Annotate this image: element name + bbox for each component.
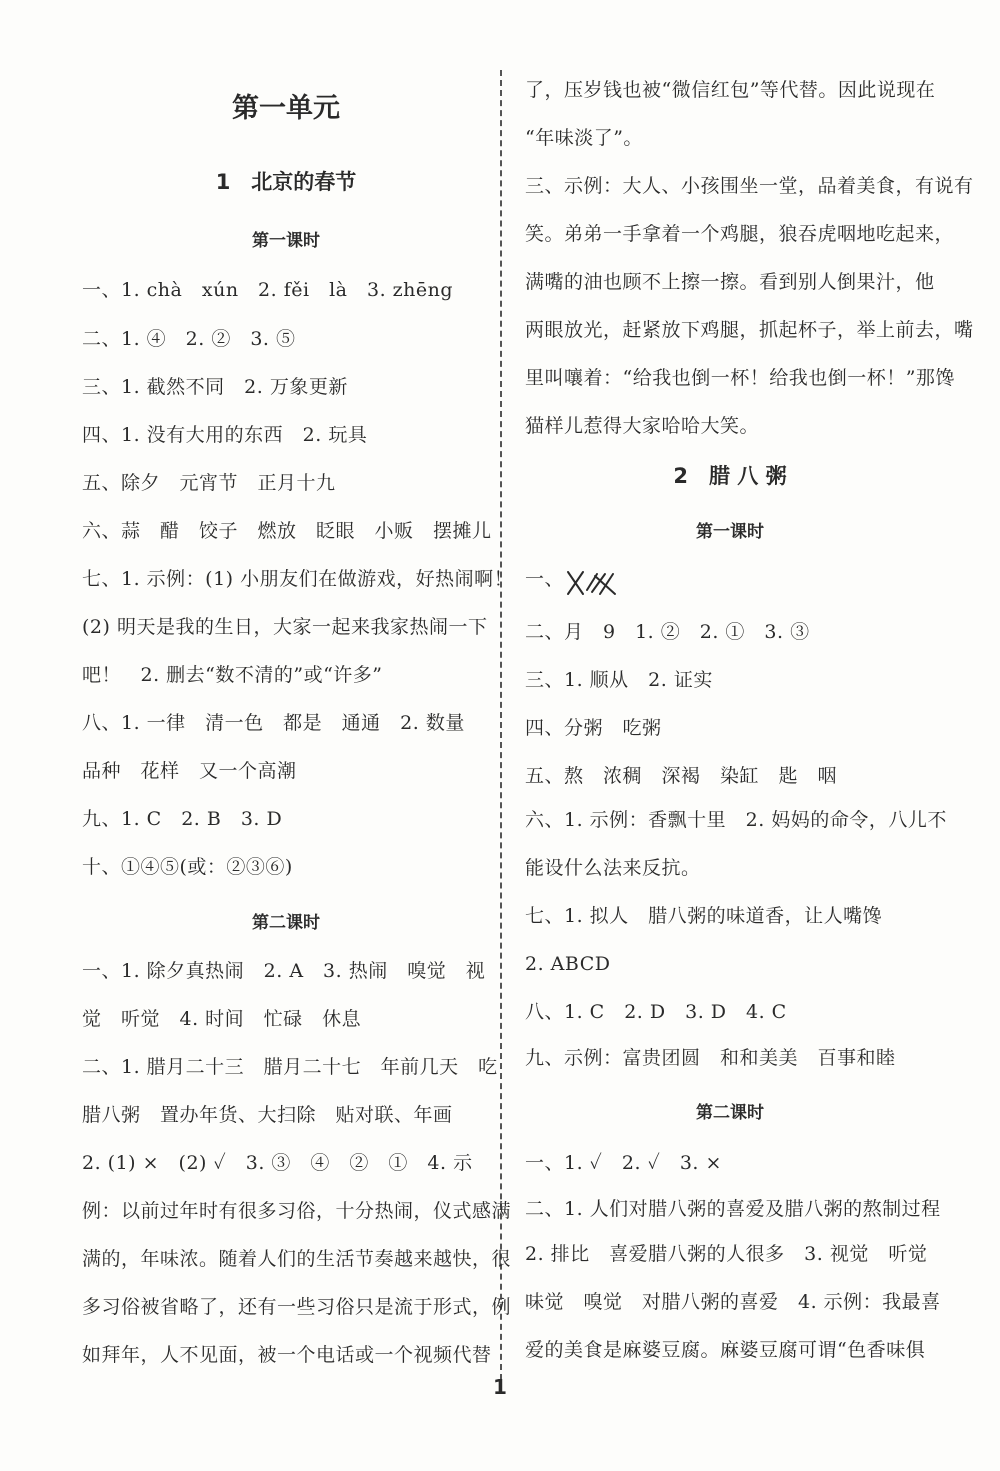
- answer-line: 四、1. 没有大用的东西 2. 玩具: [82, 424, 368, 446]
- answer-line: 八、1. C 2. D 3. D 4. C: [525, 1001, 787, 1023]
- answer-line: 2. (1) × (2) ✓ 3. ③ ④ ② ① 4. 示: [82, 1152, 473, 1174]
- answer-line: 二、1. 腊月二十三 腊月二十七 年前几天 吃: [82, 1056, 498, 1078]
- answer-line: 里叫嚷着：“给我也倒一杯！给我也倒一杯！”那馋: [525, 367, 955, 389]
- period-title-1-1: 第一课时: [252, 231, 320, 251]
- answer-line: 二、1. ④ 2. ② 3. ⑤: [82, 328, 296, 350]
- page-number: 1: [493, 1375, 507, 1399]
- answer-line: 四、分粥 吃粥: [525, 717, 662, 739]
- answer-line: 了，压岁钱也被“微信红包”等代替。因此说现在: [525, 79, 936, 101]
- period-title-2-2: 第二课时: [696, 1103, 764, 1123]
- answer-line: 一、1. chà xún 2. fěi là 3. zhēng: [82, 279, 454, 301]
- answer-line: 觉 听觉 4. 时间 忙碌 休息: [82, 1008, 362, 1030]
- answer-line: 七、1. 拟人 腊八粥的味道香，让人嘴馋: [525, 905, 883, 927]
- answer-line: 三、1. 截然不同 2. 万象更新: [82, 376, 348, 398]
- answer-line: 一、1. ✓ 2. ✓ 3. ×: [525, 1152, 722, 1174]
- answer-line: (2) 明天是我的生日，大家一起来我家热闹一下: [82, 616, 488, 638]
- answer-line: 三、示例：大人、小孩围坐一堂，品着美食，有说有: [525, 175, 974, 197]
- answer-line: 七、1. 示例：(1) 小朋友们在做游戏，好热闹啊！: [82, 568, 514, 590]
- answer-line: 二、月 9 1. ② 2. ① 3. ③: [525, 621, 810, 643]
- period-title-2-1: 第一课时: [696, 522, 764, 542]
- answer-line: 猫样儿惹得大家哈哈大笑。: [525, 415, 760, 437]
- answer-line: 能设什么法来反抗。: [525, 857, 701, 879]
- answer-line: “年味淡了”。: [525, 127, 643, 149]
- answer-line: 2. ABCD: [525, 953, 611, 975]
- answer-line: 六、蒜 醋 饺子 燃放 眨眼 小贩 摆摊儿: [82, 520, 492, 542]
- answer-line: 六、1. 示例：香飘十里 2. 妈妈的命令，八儿不: [525, 809, 947, 831]
- period-title-1-2: 第二课时: [252, 913, 320, 933]
- answer-line: 九、示例：富贵团圆 和和美美 百事和睦: [525, 1047, 896, 1069]
- answer-line: 笑。弟弟一手拿着一个鸡腿，狼吞虎咽地吃起来，: [525, 223, 955, 245]
- column-divider: [500, 70, 502, 1390]
- answer-line: 满的，年味浓。随着人们的生活节奏越来越快，很: [82, 1248, 512, 1270]
- answer-line: 爱的美食是麻婆豆腐。麻婆豆腐可谓“色香味俱: [525, 1339, 926, 1361]
- answer-line: 三、1. 顺从 2. 证实: [525, 669, 713, 691]
- lesson-title-1: 1 北京的春节: [215, 170, 357, 194]
- cross-marks-icon: [565, 566, 635, 598]
- answer-line: 满嘴的油也顾不上擦一擦。看到别人倒果汁，他: [525, 271, 935, 293]
- answer-prefix: 一、: [525, 568, 565, 590]
- answer-line: 2. 排比 喜爱腊八粥的人很多 3. 视觉 听觉: [525, 1243, 928, 1265]
- answer-line: 两眼放光，赶紧放下鸡腿，抓起杯子，举上前去，嘴: [525, 319, 974, 341]
- answer-line: 十、①④⑤(或：②③⑥): [82, 856, 293, 878]
- answer-line: 二、1. 人们对腊八粥的喜爱及腊八粥的熬制过程: [525, 1198, 941, 1220]
- answer-line: 八、1. 一律 清一色 都是 通通 2. 数量: [82, 712, 465, 734]
- answer-line: 五、除夕 元宵节 正月十九: [82, 472, 336, 494]
- answer-line: 味觉 嗅觉 对腊八粥的喜爱 4. 示例：我最喜: [525, 1291, 941, 1313]
- answer-line: 吧！ 2. 删去“数不清的”或“许多”: [82, 664, 383, 686]
- answer-line: 品种 花样 又一个高潮: [82, 760, 297, 782]
- answer-line: 例：以前过年时有很多习俗，十分热闹，仪式感满: [82, 1200, 512, 1222]
- answer-line: 腊八粥 置办年货、大扫除 贴对联、年画: [82, 1104, 453, 1126]
- answer-line: 如拜年，人不见面，被一个电话或一个视频代替: [82, 1344, 492, 1366]
- answer-line: 九、1. C 2. B 3. D: [82, 808, 283, 830]
- unit-title: 第一单元: [232, 93, 340, 124]
- answer-line: 多习俗被省略了，还有一些习俗只是流于形式，例: [82, 1296, 512, 1318]
- answer-line: 一、1. 除夕真热闹 2. A 3. 热闹 嗅觉 视: [82, 960, 486, 982]
- lesson-title-2: 2 腊 八 粥: [673, 464, 787, 488]
- answer-line: [525, 566, 564, 592]
- answer-line: 五、熬 浓稠 深褐 染缸 匙 咽: [525, 765, 838, 787]
